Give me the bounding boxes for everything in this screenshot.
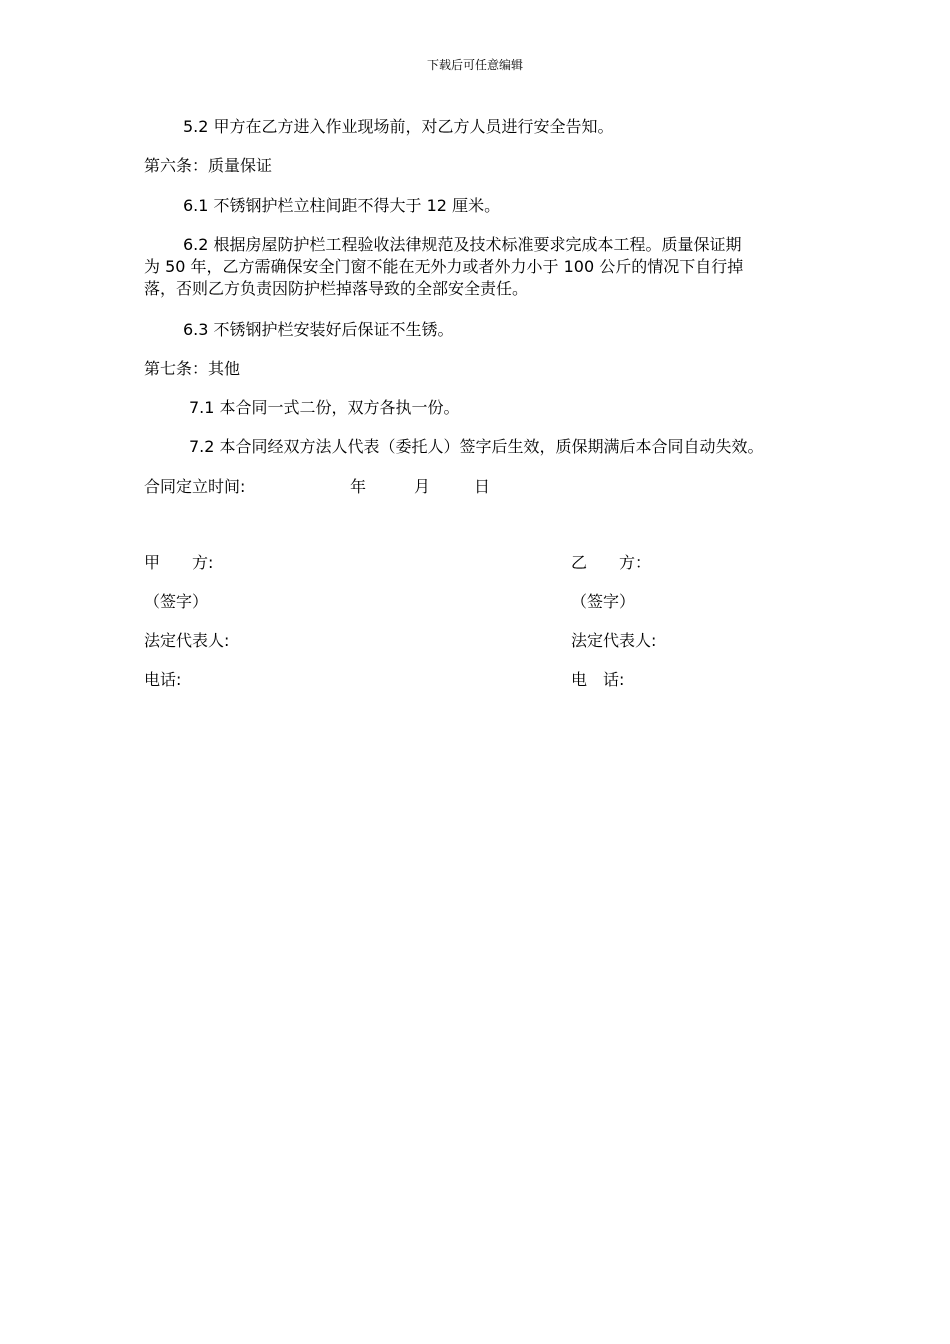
article-7-title: 第七条：其他	[144, 359, 241, 378]
clause-5-2: 5.2 甲方在乙方进入作业现场前，对乙方人员进行安全告知。	[183, 117, 614, 136]
party-b-label: 乙 方：	[571, 553, 652, 572]
clause-7-1: 7.1 本合同一式二份，双方各执一份。	[189, 398, 460, 417]
contract-date-label: 合同定立时间:	[144, 477, 246, 496]
clause-6-2-line-1: 6.2 根据房屋防护栏工程验收法律规范及技术标准要求完成本工程。质量保证期	[183, 235, 742, 254]
date-year: 年	[350, 477, 367, 496]
clause-6-3: 6.3 不锈钢护栏安装好后保证不生锈。	[183, 320, 454, 339]
article-6-title: 第六条：质量保证	[144, 156, 273, 175]
party-a-label: 甲 方:	[144, 553, 214, 572]
party-b-legal-rep: 法定代表人:	[571, 631, 657, 650]
clause-6-2-line-2: 为 50 年，乙方需确保安全门窗不能在无外力或者外力小于 100 公斤的情况下自行掉	[144, 257, 744, 276]
party-a-phone: 电话:	[144, 670, 182, 689]
party-a-signature: （签字）	[144, 592, 209, 611]
date-day: 日	[474, 477, 491, 496]
clause-6-1: 6.1 不锈钢护栏立柱间距不得大于 12 厘米。	[183, 196, 501, 215]
clause-6-2	[144, 234, 824, 300]
party-a-legal-rep: 法定代表人:	[144, 631, 230, 650]
party-b-signature: （签字）	[571, 592, 636, 611]
clause-7-2: 7.2 本合同经双方法人代表（委托人）签字后生效，质保期满后本合同自动失效。	[189, 437, 764, 456]
party-b-phone: 电 话:	[571, 670, 625, 689]
clause-6-2-line-3: 落，否则乙方负责因防护栏掉落导致的全部安全责任。	[144, 279, 529, 298]
header-note: 下载后可任意编辑	[426, 58, 523, 72]
date-month: 月	[414, 477, 431, 496]
